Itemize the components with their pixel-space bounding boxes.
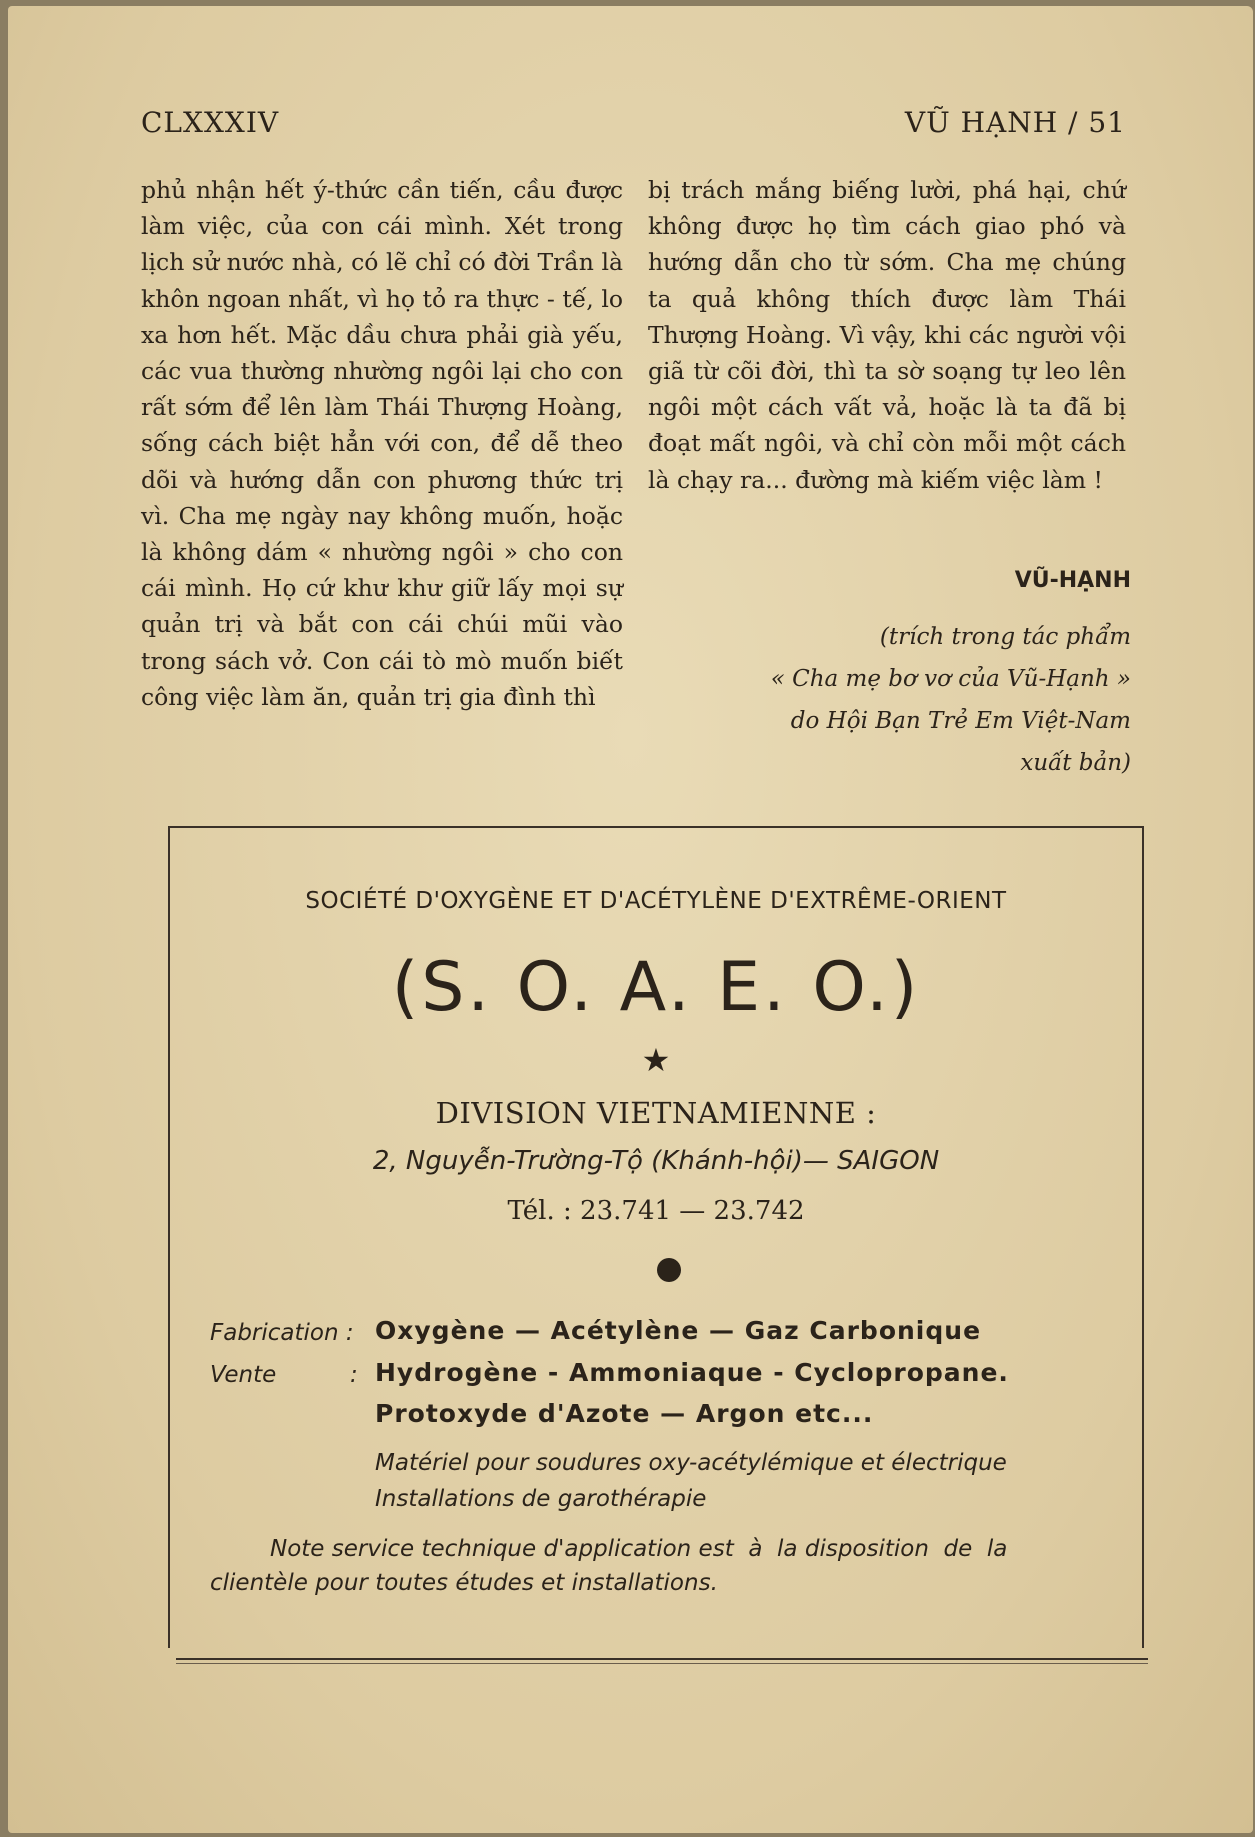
vente-colon: : [350,1362,358,1388]
advertisement-box [168,826,1144,1648]
page [8,6,1253,1833]
advertisement-bottom-rule [176,1663,1148,1664]
advertisement-bottom-rule [176,1658,1148,1660]
article-right-column: bị trách mắng biếng lười, phá hại, chứ không được họ tìm cách giao phó và hướng dẫn cho từ sớm. Cha mẹ chúng ta quả không thích được làm Thái Thượng Hoàng. Vì vậy, khi các người vội giã từ cõi đời, thì ta sờ soạng tự leo lên ngôi một cách vất vả, hoặc là ta đã bị đoạt mất ngôi, và chỉ còn mỗi một cách là chạy ra... đường mà kiếm việc làm ! [648,176,1126,494]
materiel-line: Matériel pour soudures oxy-acétylémique et électrique [375,1450,1007,1476]
company-abbreviation: (S. O. A. E. O.) [391,948,921,1027]
section-number: CLXXXIV [141,106,280,139]
division-title: DIVISION VIETNAMIENNE : [435,1096,877,1130]
source-line: do Hội Bạn Trẻ Em Việt-Nam [790,708,1131,734]
article-left-column: phủ nhận hết ý-thức cần tiến, cầu được làm việc, của con cái mình. Xét trong lịch sử nước nhà, có lẽ chỉ có đời Trần là khôn ngoan nhất, vì họ tỏ ra thực - tế, lo xa hơn hết. Mặc dầu chưa phải già yếu, các vua thường nhường ngôi lại cho con rất sớm để lên làm Thái Thượng Hoàng, sống cách biệt hẳn với con, để dễ theo dõi và hướng dẫn con phương thức trị vì. Cha mẹ ngày nay không muốn, hoặc là không dám « nhường ngôi » cho con cái mình. Họ cứ khư khư giữ lấy mọi sự quản trị và bắt con cái chúi mũi vào trong sách vở. Con cái tò mò muốn biết công việc làm ăn, quản trị gia đình thì [141,176,623,711]
company-name: SOCIÉTÉ D'OXYGÈNE ET D'ACÉTYLÈNE D'EXTRÊME-ORIENT [305,888,1007,914]
bullet-dot-icon [657,1258,681,1282]
running-head [141,106,1126,146]
source-note [648,616,1131,784]
source-line: xuất bản) [1020,750,1131,776]
vente-items-continued: Protoxyde d'Azote — Argon etc... [375,1399,874,1428]
vente-items: Hydrogène - Ammoniaque - Cyclopropane. [375,1358,1009,1387]
star-icon: ★ [641,1041,671,1079]
note-line: Note service technique d'application est à la disposition de la [270,1536,1008,1562]
vente-label: Vente [210,1362,277,1388]
fabrication-items: Oxygène — Acétylène — Gaz Carbonique [375,1316,982,1345]
note-line: clientèle pour toutes études et installations. [210,1570,718,1596]
author-signature: VŨ-HẠNH [1014,568,1131,593]
company-address: 2, Nguyễn-Trường-Tộ (Khánh-hội)— SAIGON [372,1146,940,1176]
company-phone: Tél. : 23.741 — 23.742 [507,1196,805,1226]
source-line: (trích trong tác phẩm [879,624,1131,650]
source-line: « Cha mẹ bơ vơ của Vũ-Hạnh » [770,666,1131,692]
fabrication-label: Fabrication : [210,1320,354,1346]
author-page-number: VŨ HẠNH / 51 [904,106,1126,139]
installations-line: Installations de garothérapie [375,1486,707,1512]
